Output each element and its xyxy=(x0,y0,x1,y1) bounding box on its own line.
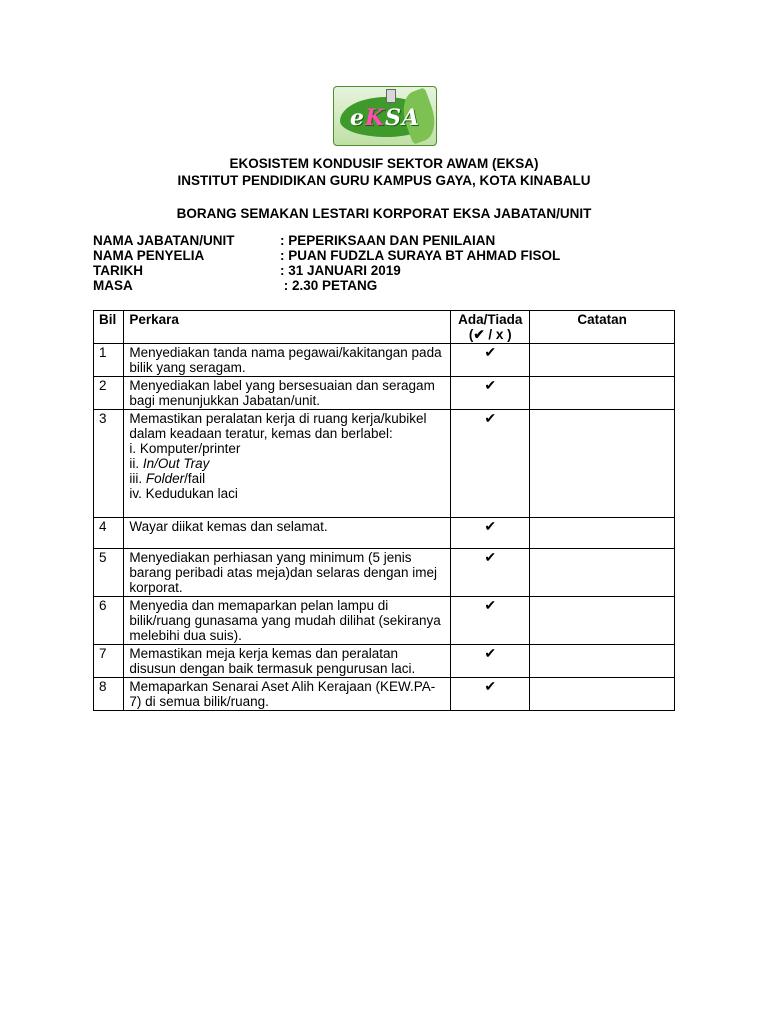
meta-value: : PUAN FUDZLA SURAYA BT AHMAD FISOL xyxy=(280,248,561,263)
cell-status xyxy=(451,518,530,549)
cell-status xyxy=(451,377,530,410)
table-row xyxy=(94,549,675,597)
item-description: Memastikan peralatan kerja di ruang kerja/kubikel dalam keadaan teratur, kemas dan berlabel: xyxy=(129,411,427,441)
check-icon: ✔ xyxy=(484,597,497,613)
cell-bil: 1 xyxy=(94,344,124,377)
cell-catatan xyxy=(530,597,675,645)
sub-item-prefix: iii. xyxy=(129,471,146,486)
cell-catatan xyxy=(530,377,675,410)
cell-perkara: Menyediakan label yang bersesuaian dan seragam bagi menunjukkan Jabatan/unit. xyxy=(124,377,451,410)
meta-value: : 31 JANUARI 2019 xyxy=(280,263,401,278)
sub-item xyxy=(129,471,445,486)
cell-catatan xyxy=(530,410,675,518)
form-title: BORANG SEMAKAN LESTARI KORPORAT EKSA JABATAN/UNIT xyxy=(176,206,592,221)
meta-row xyxy=(93,233,560,248)
meta-key: MASA xyxy=(93,278,133,293)
cell-perkara: Menyediakan tanda nama pegawai/kakitangan pada bilik yang seragam. xyxy=(124,344,451,377)
cell-catatan xyxy=(530,344,675,377)
meta-key: NAMA JABATAN/UNIT xyxy=(93,233,235,248)
cell-bil: 3 xyxy=(94,410,124,518)
cell-perkara: Wayar diikat kemas dan selamat. xyxy=(124,518,451,549)
table-row xyxy=(94,518,675,549)
building-icon xyxy=(386,89,396,103)
checklist-table xyxy=(93,310,675,711)
sub-item-prefix: ii. xyxy=(129,456,143,471)
cell-status xyxy=(451,597,530,645)
cell-status xyxy=(451,645,530,678)
sub-item: i. Komputer/printer xyxy=(129,441,241,456)
sub-item-term: Folder xyxy=(145,471,185,486)
table-row xyxy=(94,377,675,410)
cell-perkara xyxy=(124,410,451,518)
check-icon: ✔ xyxy=(484,549,497,565)
meta-row xyxy=(93,263,560,278)
col-header-catatan: Catatan xyxy=(530,311,675,344)
cell-status xyxy=(451,678,530,711)
eksa-logo xyxy=(333,86,437,146)
ada-tiada-legend: (✔ / x ) xyxy=(468,327,512,342)
meta-row xyxy=(93,278,560,293)
table-row xyxy=(94,410,675,518)
cell-bil: 2 xyxy=(94,377,124,410)
check-icon: ✔ xyxy=(484,410,497,426)
meta-row xyxy=(93,248,560,263)
sub-item: iv. Kedudukan laci xyxy=(129,486,238,501)
sub-item-suffix: /fail xyxy=(184,471,206,486)
cell-catatan xyxy=(530,549,675,597)
ada-tiada-label: Ada/Tiada xyxy=(458,312,523,327)
cell-catatan xyxy=(530,645,675,678)
cell-status xyxy=(451,344,530,377)
check-icon: ✔ xyxy=(484,518,497,534)
cell-bil: 7 xyxy=(94,645,124,678)
form-metadata xyxy=(93,233,560,293)
logo-text: eKSA xyxy=(349,105,421,131)
cell-perkara: Memaparkan Senarai Aset Alih Kerajaan (KEW.PA-7) di semua bilik/ruang. xyxy=(124,678,451,711)
sub-item xyxy=(129,456,445,471)
cell-status xyxy=(451,410,530,518)
cell-perkara: Memastikan meja kerja kemas dan peralatan disusun dengan baik termasuk pengurusan laci. xyxy=(124,645,451,678)
header-line-2: INSTITUT PENDIDIKAN GURU KAMPUS GAYA, KOTA KINABALU xyxy=(177,173,591,188)
check-icon: ✔ xyxy=(484,678,497,694)
cell-catatan xyxy=(530,678,675,711)
meta-value: : PEPERIKSAAN DAN PENILAIAN xyxy=(280,233,496,248)
table-row xyxy=(94,597,675,645)
cell-bil: 5 xyxy=(94,549,124,597)
meta-value: : 2.30 PETANG xyxy=(280,278,378,293)
header-line-1: EKOSISTEM KONDUSIF SEKTOR AWAM (EKSA) xyxy=(229,156,539,171)
check-icon: ✔ xyxy=(484,344,497,360)
cell-bil: 8 xyxy=(94,678,124,711)
table-header-row xyxy=(94,311,675,344)
check-icon: ✔ xyxy=(484,377,497,393)
table-row xyxy=(94,678,675,711)
meta-key: NAMA PENYELIA xyxy=(93,248,205,263)
cell-perkara: Menyedia dan memaparkan pelan lampu di bilik/ruang gunasama yang mudah dilihat (sekiranya melebihi dua suis). xyxy=(124,597,451,645)
sub-item-term: In/Out Tray xyxy=(142,456,210,471)
table-row xyxy=(94,645,675,678)
meta-key: TARIKH xyxy=(93,263,143,278)
col-header-ada-tiada xyxy=(451,311,530,344)
cell-perkara: Menyediakan perhiasan yang minimum (5 jenis barang peribadi atas meja)dan selaras dengan imej korporat. xyxy=(124,549,451,597)
table-row xyxy=(94,344,675,377)
cell-bil: 6 xyxy=(94,597,124,645)
cell-catatan xyxy=(530,518,675,549)
col-header-bil: Bil xyxy=(94,311,124,344)
cell-bil: 4 xyxy=(94,518,124,549)
check-icon: ✔ xyxy=(484,645,497,661)
cell-status xyxy=(451,549,530,597)
col-header-perkara: Perkara xyxy=(124,311,451,344)
